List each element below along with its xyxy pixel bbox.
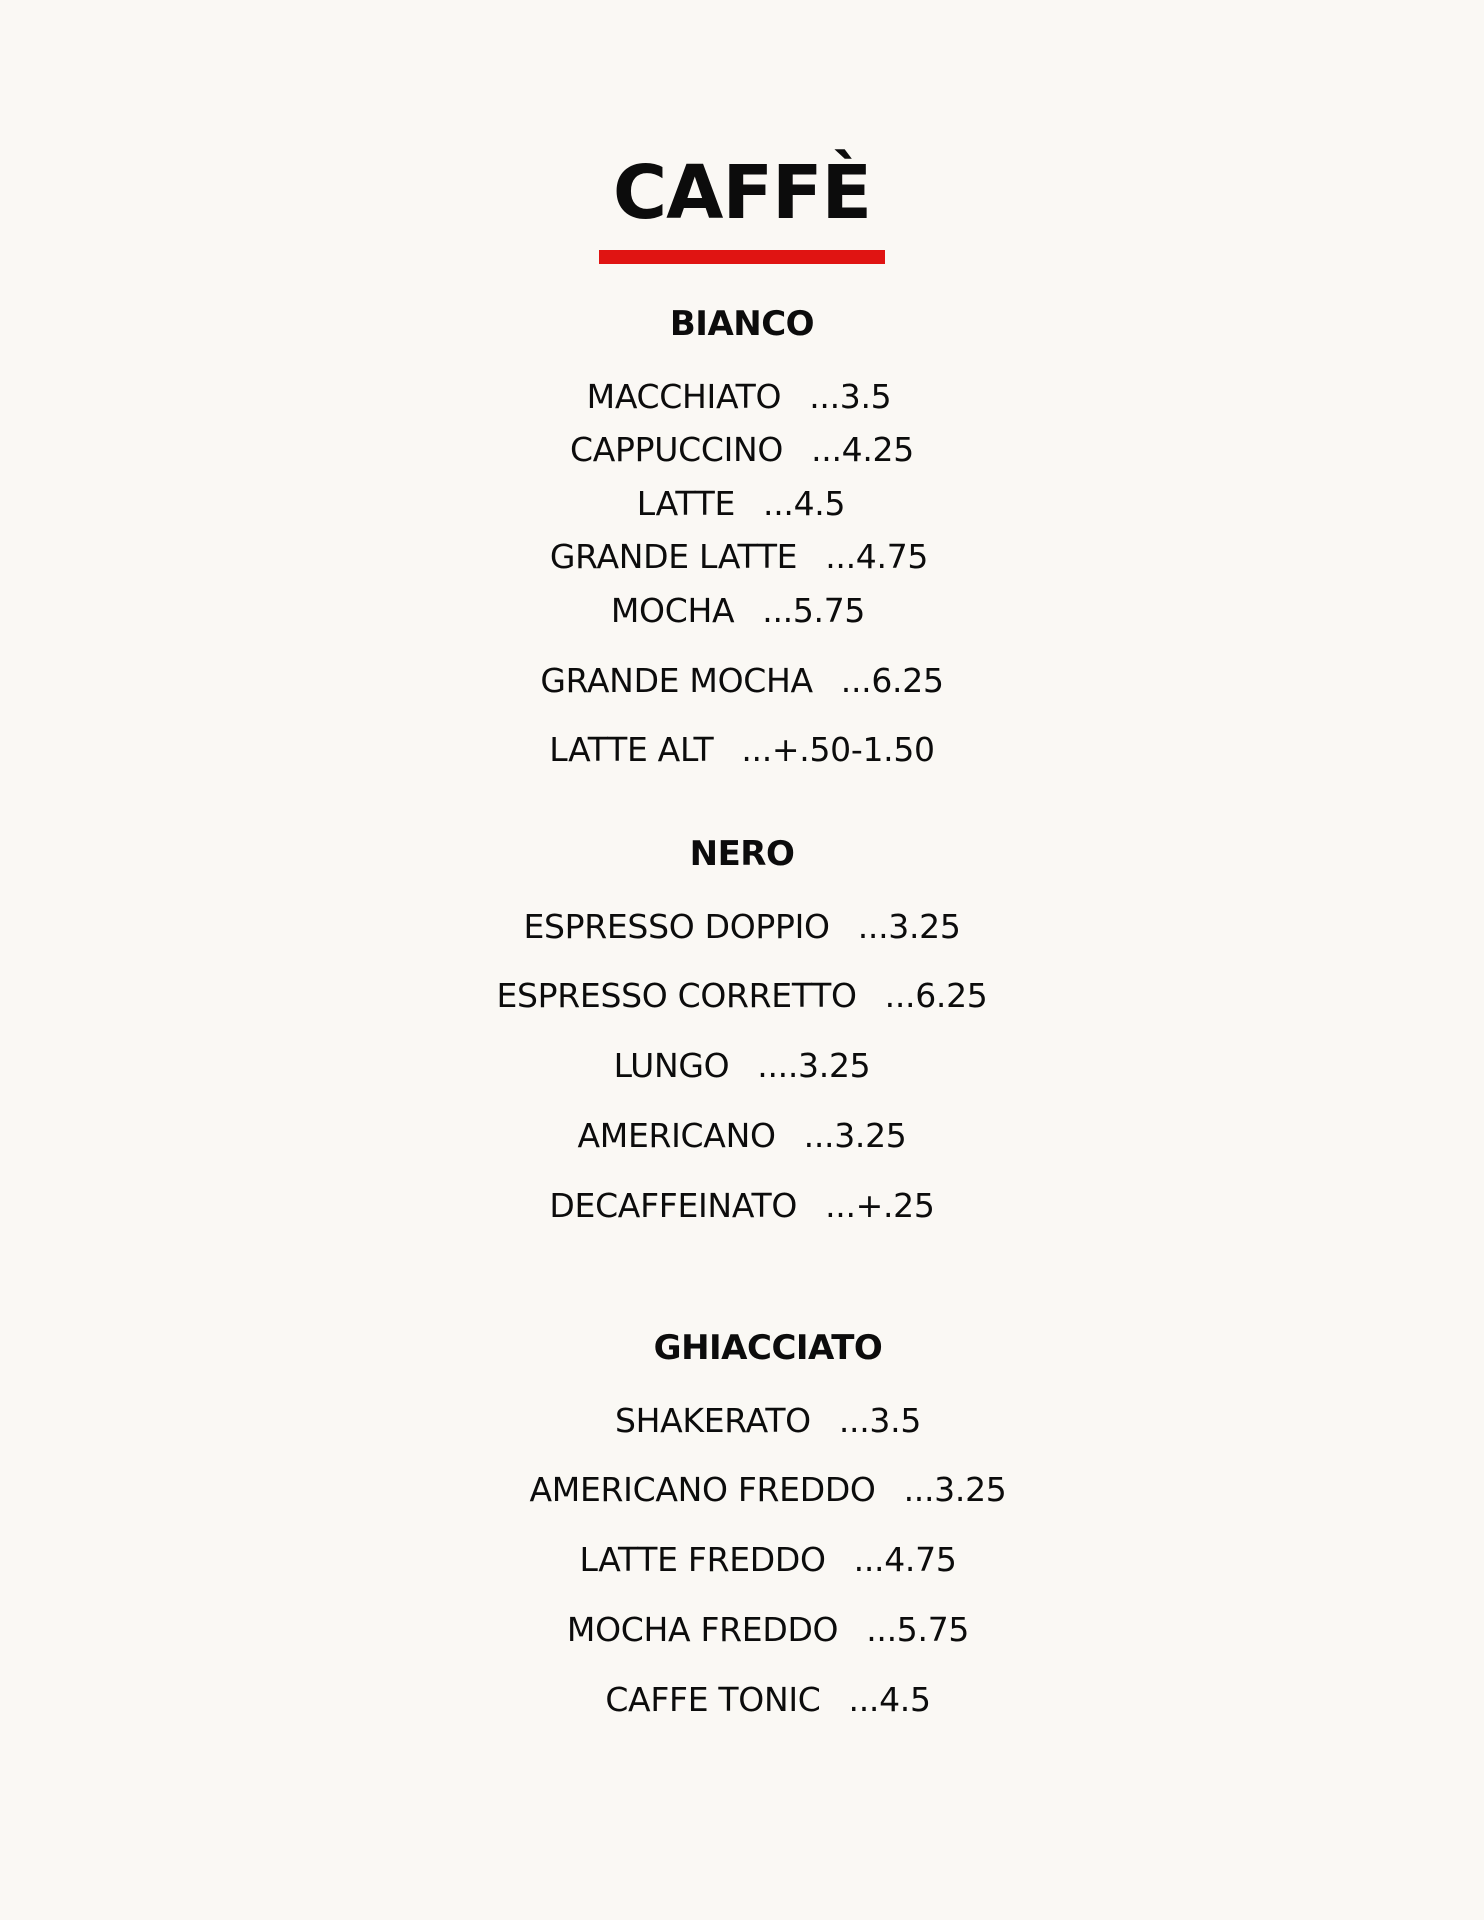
item-name: DECAFFEINATO — [549, 1186, 798, 1225]
menu-item — [0, 905, 1484, 949]
menu-item — [26, 1468, 1484, 1512]
menu-item — [0, 1044, 1484, 1088]
item-name: LUNGO — [613, 1046, 730, 1085]
item-name: CAFFE TONIC — [605, 1680, 821, 1719]
item-price: ...3.5 — [838, 1401, 922, 1440]
menu-item — [0, 974, 1484, 1018]
menu-item — [26, 1678, 1484, 1722]
menu-item — [0, 375, 1481, 419]
menu-item — [0, 659, 1484, 703]
item-name: AMERICANO — [577, 1116, 776, 1155]
item-price: ...4.75 — [825, 537, 929, 576]
item-price: ...4.5 — [763, 484, 846, 523]
menu-item — [0, 482, 1483, 526]
item-name: GRANDE LATTE — [549, 537, 798, 576]
item-name: LATTE FREDDO — [579, 1540, 826, 1579]
item-name: ESPRESSO CORRETTO — [496, 976, 857, 1015]
section-title-bianco: BIANCO — [669, 304, 815, 344]
item-name: GRANDE MOCHA — [540, 661, 813, 700]
menu-item — [0, 535, 1481, 579]
item-name: MACCHIATO — [586, 377, 782, 416]
item-name: CAPPUCCINO — [570, 430, 784, 469]
item-price: ...3.25 — [857, 907, 961, 946]
menu-item — [0, 589, 1480, 633]
item-price: ...+.25 — [825, 1186, 935, 1225]
menu-item — [26, 1608, 1484, 1652]
item-price: ...4.25 — [811, 430, 914, 469]
section-title-ghiacciato: GHIACCIATO — [653, 1328, 883, 1368]
menu-item — [26, 1538, 1484, 1582]
item-price: ...5.75 — [866, 1610, 970, 1649]
item-name: ESPRESSO DOPPIO — [523, 907, 830, 946]
item-name: SHAKERATO — [614, 1401, 811, 1440]
section-title-nero: NERO — [689, 834, 795, 874]
item-price: ...4.75 — [853, 1540, 957, 1579]
item-price: ...+.50-1.50 — [741, 730, 935, 769]
item-price: ...3.5 — [809, 377, 892, 416]
item-name: MOCHA — [610, 591, 735, 630]
title-underline — [599, 250, 885, 264]
item-price: ...5.75 — [762, 591, 866, 630]
item-name: LATTE — [636, 484, 736, 523]
item-name: MOCHA FREDDO — [566, 1610, 839, 1649]
item-price: ....3.25 — [757, 1046, 871, 1085]
menu-item — [0, 728, 1484, 772]
item-name: AMERICANO FREDDO — [529, 1470, 876, 1509]
menu-item — [0, 1114, 1484, 1158]
item-name: LATTE ALT — [549, 730, 714, 769]
item-price: ...6.25 — [884, 976, 988, 1015]
item-price: ...4.5 — [848, 1680, 931, 1719]
item-price: ...3.25 — [803, 1116, 907, 1155]
menu-title: CAFFÈ — [612, 150, 872, 236]
item-price: ...3.25 — [903, 1470, 1007, 1509]
menu-item — [0, 1184, 1484, 1228]
item-price: ...6.25 — [840, 661, 944, 700]
menu-item — [26, 1399, 1484, 1443]
menu-item — [0, 428, 1484, 472]
